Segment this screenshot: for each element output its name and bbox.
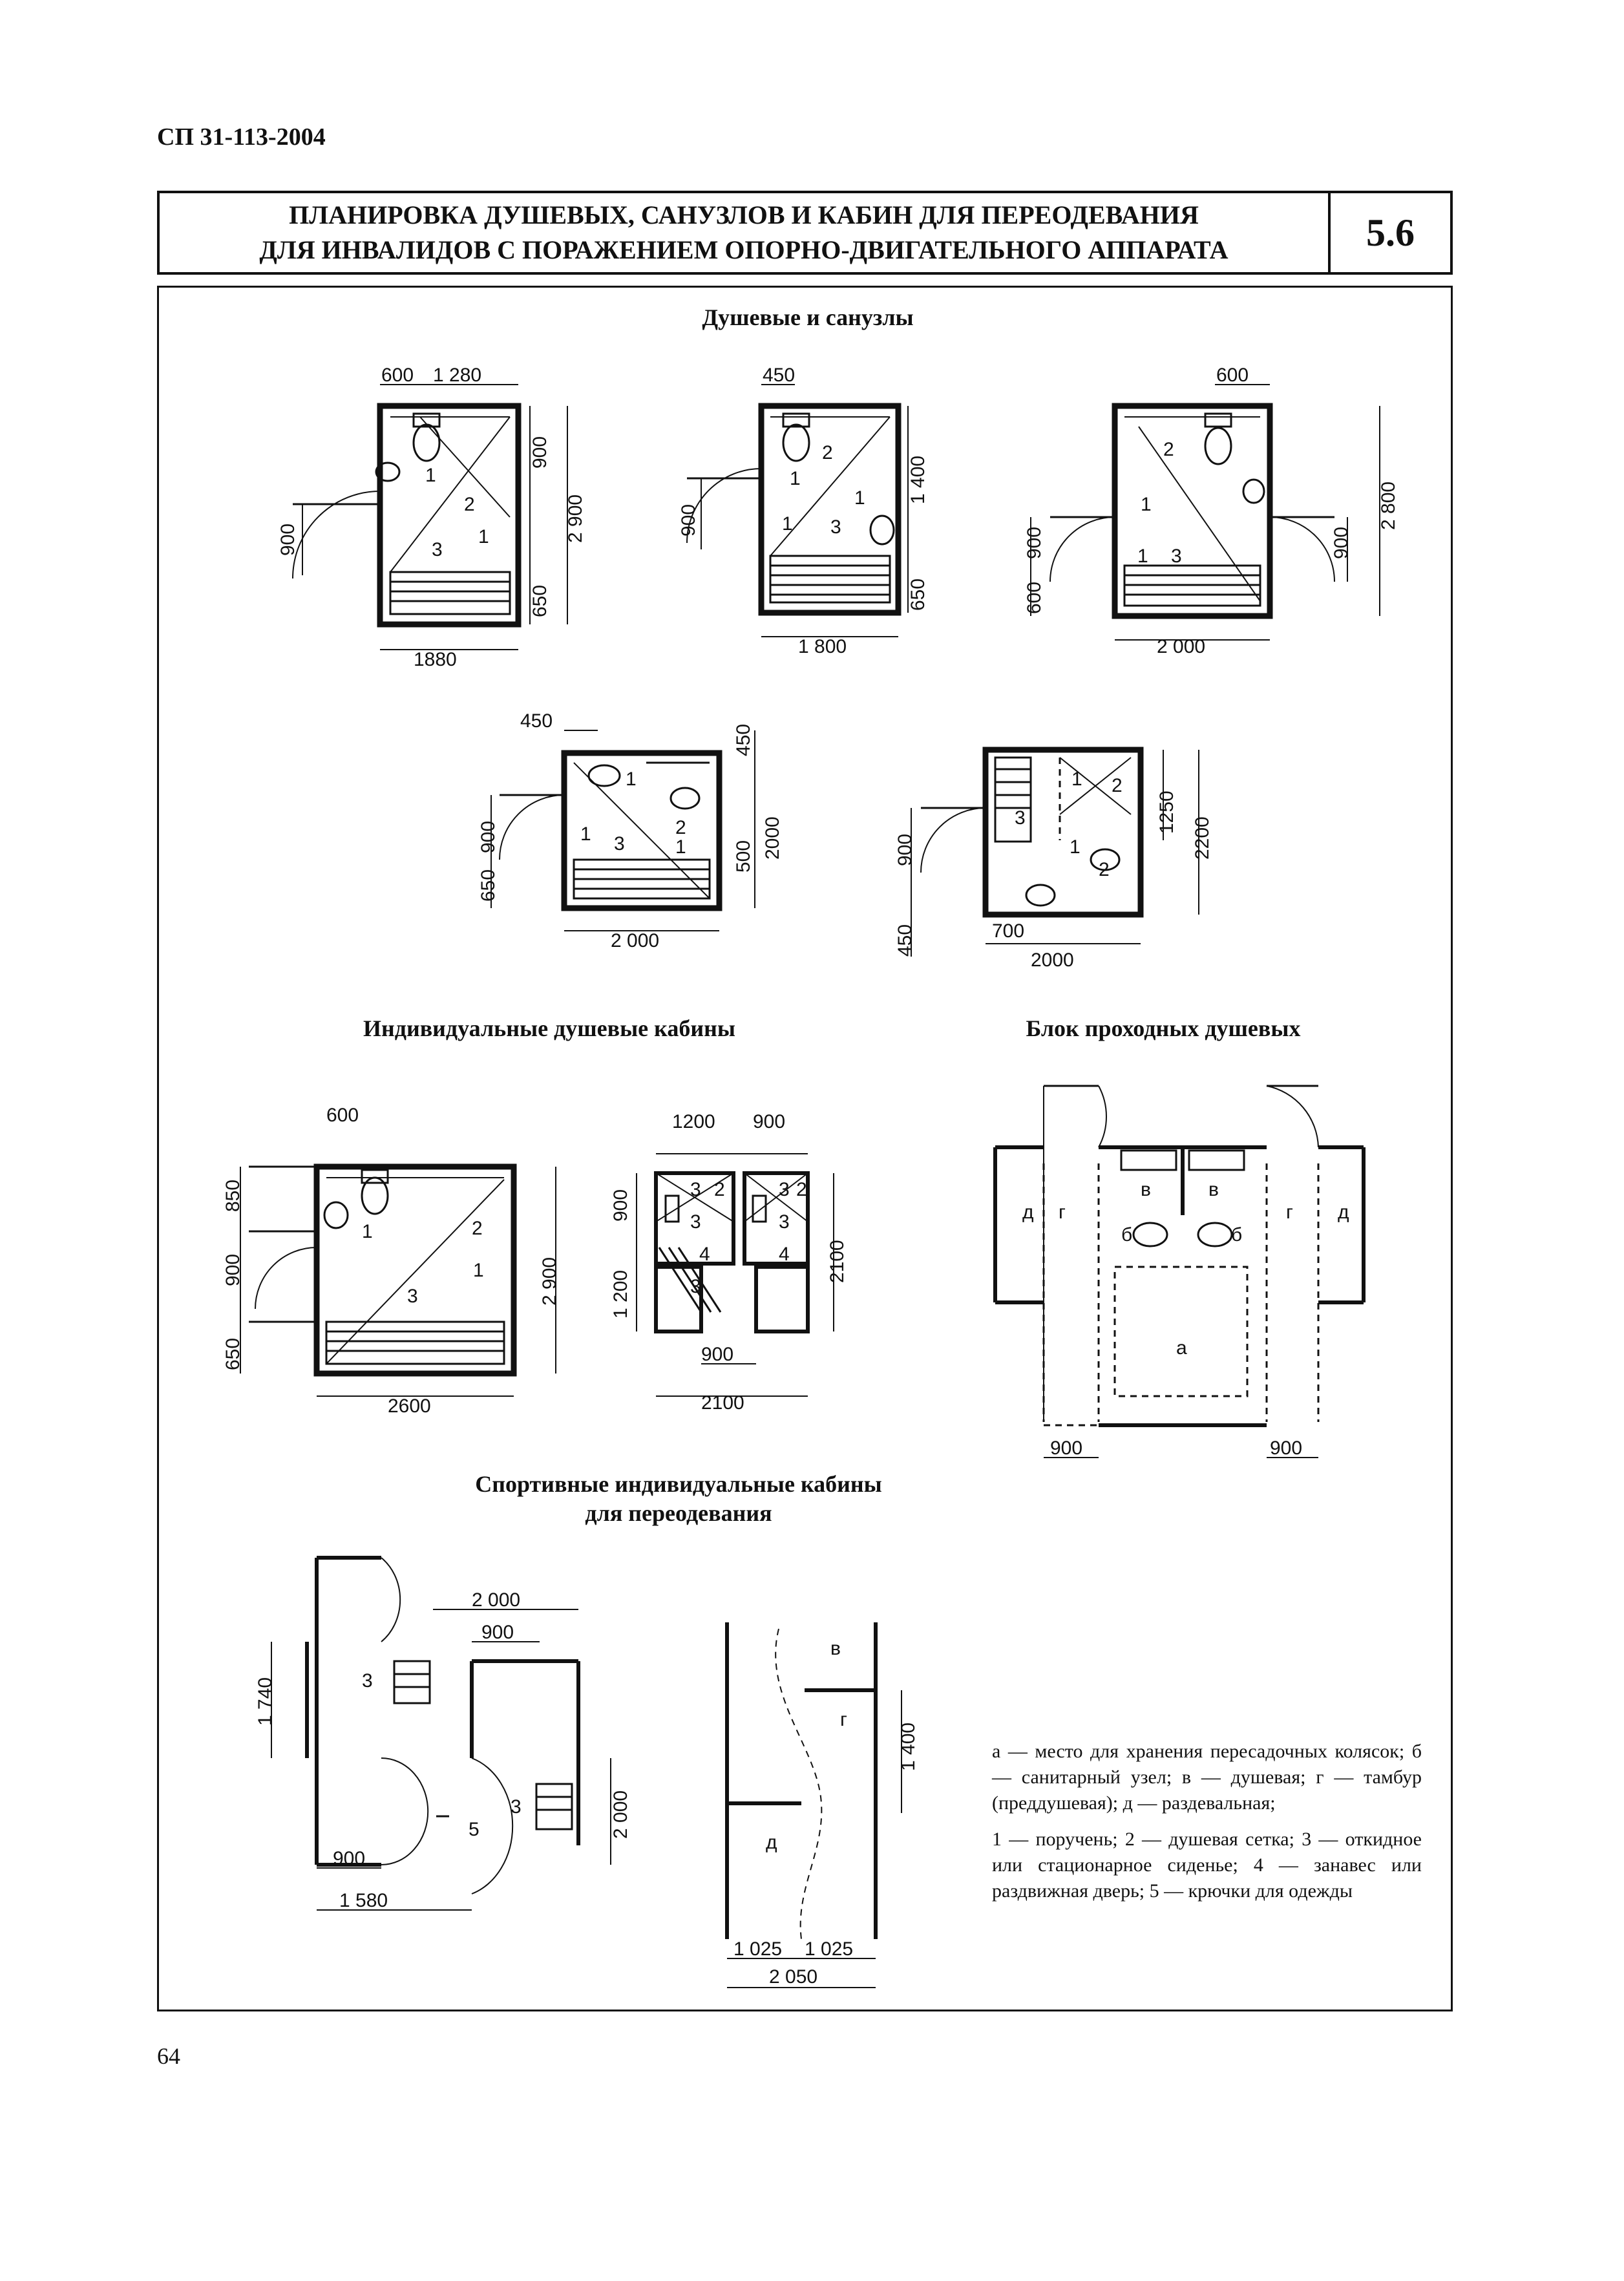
- p3-dim-l2: 600: [1024, 581, 1045, 614]
- p1-dim-r2: 2 900: [565, 494, 586, 543]
- p6-label-3: 3: [407, 1286, 418, 1307]
- heading-individual-cabins: Индивидуальные душевые кабины: [363, 1015, 735, 1041]
- p4-dim-top: 450: [520, 710, 553, 732]
- plan-6: [240, 1167, 556, 1396]
- p7-dim-l1: 900: [610, 1189, 631, 1222]
- p7-dim-top-a: 1200: [672, 1111, 715, 1132]
- p10-dim-b1: 1 025: [733, 1938, 783, 1960]
- p2-label-1: 1: [790, 468, 801, 489]
- p3-dim-r2: 2 800: [1378, 481, 1399, 530]
- p6-dim-top: 600: [326, 1105, 359, 1126]
- p4-label-3: 3: [614, 833, 625, 854]
- p3-label-3: 3: [1171, 546, 1182, 567]
- p2-label-2: 2: [822, 442, 833, 463]
- plan-5-sink-icon: [1026, 885, 1055, 906]
- p3-label-2: 2: [1163, 439, 1174, 460]
- legend-zones: а — место для хранения пересадочных колясок; б — санитарный узел; в — душевая; г — тамбур (преддушевая); д — раздевальная;: [992, 1741, 1422, 1814]
- p4-dim-r1: 500: [733, 840, 754, 873]
- plan-1: [293, 385, 567, 650]
- p10-label-g: г: [840, 1709, 847, 1730]
- p10-dim-r: 1 400: [898, 1722, 919, 1771]
- p7-dim-top-b: 900: [753, 1111, 786, 1132]
- p9-label-3b: 3: [511, 1796, 522, 1818]
- p2-dim-r2: 650: [907, 578, 929, 611]
- legend: [992, 1739, 1422, 1915]
- plan-4: [491, 730, 755, 931]
- p7-label-3e: 3: [779, 1211, 790, 1233]
- plan-2: [687, 385, 908, 637]
- plan-6-sink-icon: [324, 1202, 348, 1228]
- p8-dim-b2: 900: [1270, 1438, 1303, 1459]
- p4-dim-bottom: 2 000: [611, 930, 660, 951]
- plan-9: [271, 1558, 611, 1910]
- p10-dim-bottom: 2 050: [769, 1966, 818, 1988]
- p4-dim-l1: 900: [478, 820, 499, 853]
- heading-sport-cabins-2: для переодевания: [585, 1500, 772, 1526]
- p9-dim-r: 2 000: [610, 1790, 631, 1839]
- plan-4-sink-icon: [671, 788, 699, 809]
- p6-dim-l1: 850: [222, 1179, 244, 1212]
- p9-dim-b1: 900: [333, 1848, 366, 1869]
- p7-label-3a: 3: [690, 1179, 701, 1200]
- p5-dim-b1: 700: [992, 920, 1025, 942]
- p6-dim-l3: 650: [222, 1337, 244, 1370]
- p4-label-1: 1: [626, 769, 637, 790]
- p8-dim-b1: 900: [1050, 1438, 1083, 1459]
- p9-label-5: 5: [469, 1819, 480, 1840]
- p7-label-3d: 3: [779, 1179, 790, 1200]
- p4-label-2: 2: [675, 817, 686, 838]
- p5-dim-r2: 2200: [1192, 816, 1213, 860]
- plan-2-walls: [761, 406, 898, 613]
- p6-dim-bottom: 2600: [388, 1395, 431, 1417]
- p8-label-v-right: в: [1208, 1179, 1219, 1200]
- heading-sport-cabins-1: Спортивные индивидуальные кабины: [475, 1471, 882, 1497]
- heading-pass-through-block: Блок проходных душевых: [1026, 1015, 1301, 1041]
- p1-dim-r3: 650: [529, 584, 551, 617]
- plan-1-toilet-icon: [414, 425, 439, 461]
- p8-label-g-right: г: [1286, 1202, 1293, 1223]
- p5-dim-r1: 1250: [1156, 790, 1177, 834]
- p4-label-1c: 1: [580, 823, 591, 845]
- p5-label-2: 2: [1112, 775, 1123, 796]
- p1-label-2: 2: [464, 494, 475, 515]
- p7-label-3c: 3: [690, 1276, 701, 1297]
- p1-dim-top-a: 600: [381, 365, 414, 386]
- plan-5: [911, 750, 1199, 957]
- p6-label-2: 2: [472, 1218, 483, 1239]
- plan-1-shower-tray: [390, 572, 510, 614]
- p6-label-1: 1: [362, 1221, 373, 1242]
- p2-label-3: 3: [830, 516, 841, 538]
- p7-dim-r: 2100: [827, 1240, 848, 1283]
- p10-label-v: в: [830, 1638, 841, 1659]
- p8-label-d-left: д: [1022, 1202, 1034, 1223]
- title-line-1: ПЛАНИРОВКА ДУШЕВЫХ, САНУЗЛОВ И КАБИН ДЛЯ ПЕРЕОДЕВАНИЯ: [289, 200, 1199, 229]
- p2-dim-left: 900: [678, 504, 699, 536]
- plan-4-toilet-icon: [589, 765, 620, 786]
- p7-label-4b: 4: [779, 1244, 790, 1265]
- plan-2-sink-icon: [870, 516, 894, 544]
- page-number: 64: [157, 2043, 180, 2069]
- p8-label-d-right: д: [1338, 1202, 1349, 1223]
- p8-label-b-right: б: [1231, 1224, 1243, 1246]
- p1-dim-top-b: 1 280: [433, 365, 482, 386]
- p7-label-4a: 4: [699, 1244, 710, 1265]
- p8-label-g-left: г: [1059, 1202, 1066, 1223]
- p2-dim-bottom: 1 800: [798, 636, 847, 657]
- legend-equipment: 1 — поручень; 2 — душевая сетка; 3 — откидное или стационарное сиденье; 4 — занавес или раздвижная дверь; 5 — крючки для одежды: [992, 1829, 1422, 1902]
- plan-10: [727, 1622, 902, 1988]
- p2-label-1c: 1: [782, 513, 793, 535]
- p7-dim-bottom: 2100: [701, 1392, 744, 1414]
- heading-showers-toilets: Душевые и санузлы: [702, 304, 914, 330]
- p3-label-1b: 1: [1137, 546, 1148, 567]
- p10-dim-b2: 1 025: [805, 1938, 854, 1960]
- p10-label-d: д: [766, 1832, 777, 1853]
- p9-label-3a: 3: [362, 1670, 373, 1692]
- p7-dim-b1: 900: [701, 1344, 734, 1365]
- p5-dim-l2: 450: [894, 924, 916, 957]
- p4-dim-r2: 2000: [762, 816, 783, 860]
- p9-dim-top-a: 2 000: [472, 1589, 521, 1611]
- p2-dim-top: 450: [763, 365, 796, 386]
- p1-label-1b: 1: [478, 526, 489, 547]
- p3-dim-r1: 900: [1331, 526, 1352, 559]
- p3-dim-top: 600: [1216, 365, 1249, 386]
- p6-label-1b: 1: [473, 1260, 484, 1281]
- p3-dim-bottom: 2 000: [1157, 636, 1206, 657]
- title-line-2: ДЛЯ ИНВАЛИДОВ С ПОРАЖЕНИЕМ ОПОРНО-ДВИГАТЕЛЬНОГО АППАРАТА: [259, 235, 1229, 264]
- p1-dim-left: 900: [277, 523, 299, 556]
- plan-8: [995, 1086, 1364, 1458]
- p1-label-3: 3: [432, 539, 443, 560]
- p7-label-2a: 2: [714, 1179, 725, 1200]
- p5-label-2b: 2: [1099, 859, 1110, 880]
- p9-dim-bottom: 1 580: [339, 1890, 388, 1911]
- p6-dim-r: 2 900: [539, 1257, 560, 1306]
- p7-label-3b: 3: [690, 1211, 701, 1233]
- p5-label-3: 3: [1015, 807, 1026, 829]
- section-number: 5.6: [1366, 211, 1415, 254]
- p8-label-b-left: б: [1121, 1224, 1133, 1246]
- p9-dim-l1: 1 740: [255, 1677, 276, 1726]
- plan-2-toilet-icon: [783, 425, 809, 461]
- p7-dim-l2: 1 200: [610, 1269, 631, 1319]
- p7-label-2b: 2: [796, 1179, 807, 1200]
- p4-dim-r0: 450: [733, 723, 754, 756]
- p2-dim-r1: 1 400: [907, 455, 929, 504]
- p8-label-v-left: в: [1141, 1179, 1151, 1200]
- p5-label-1: 1: [1071, 769, 1082, 790]
- plan-3-toilet-icon: [1205, 428, 1231, 464]
- p3-dim-l1: 900: [1024, 526, 1045, 559]
- p9-dim-top-b: 900: [481, 1622, 514, 1643]
- p6-dim-l2: 900: [222, 1253, 244, 1286]
- p2-label-1b: 1: [854, 487, 865, 509]
- p5-dim-l1: 900: [894, 833, 916, 866]
- p1-dim-r1: 900: [529, 436, 551, 469]
- document-code: СП 31-113-2004: [157, 123, 326, 151]
- p4-label-1b: 1: [675, 836, 686, 858]
- plan-3-sink-icon: [1243, 480, 1264, 503]
- plan-3: [1031, 385, 1380, 640]
- p8-label-a: а: [1176, 1337, 1187, 1359]
- p4-dim-l2: 650: [478, 869, 499, 902]
- p1-dim-bottom: 1880: [414, 649, 457, 670]
- p5-dim-bottom: 2000: [1031, 950, 1074, 971]
- p5-label-1b: 1: [1070, 836, 1081, 858]
- p3-label-1: 1: [1141, 494, 1152, 515]
- p1-label-1: 1: [425, 465, 436, 486]
